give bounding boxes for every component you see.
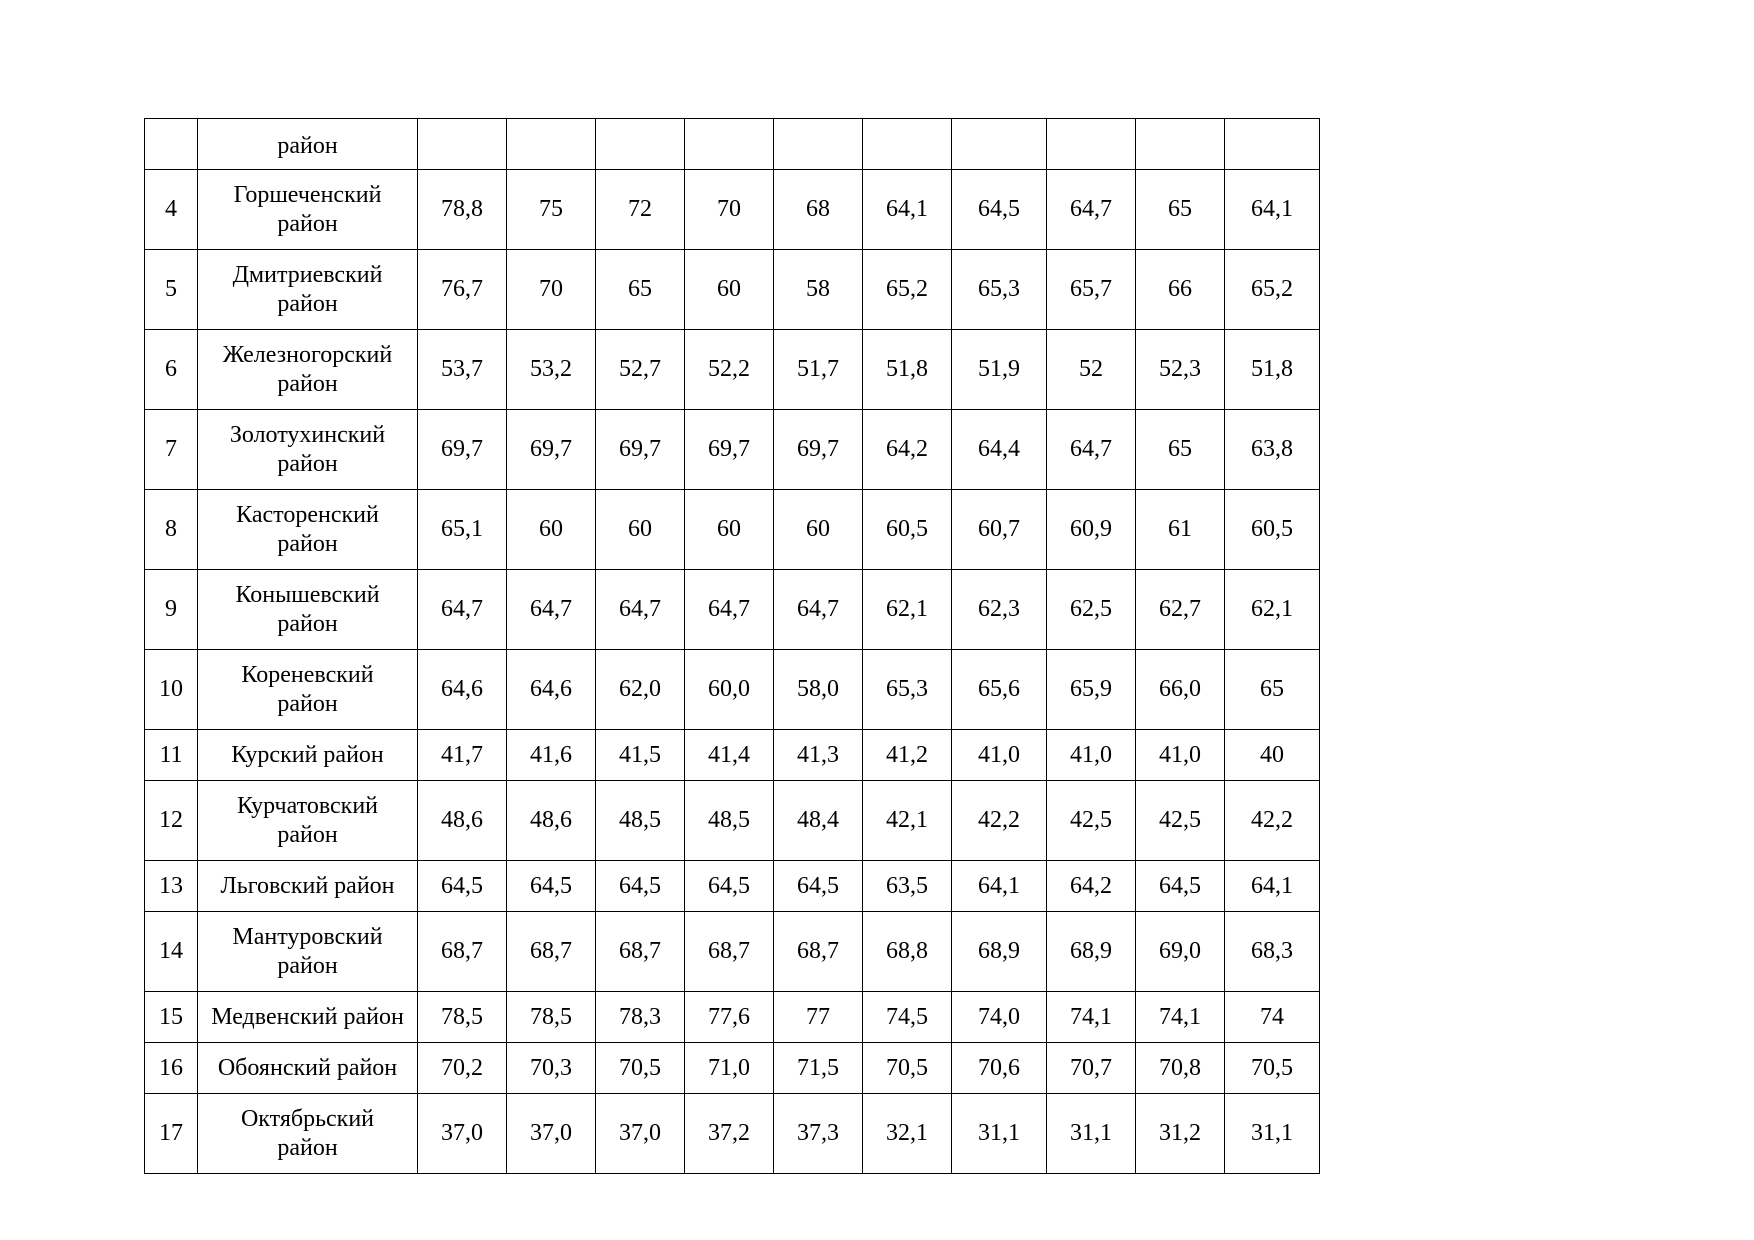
- value-cell: 64,5: [596, 861, 685, 912]
- district-name-cell: Курский район: [198, 730, 418, 781]
- value-cell: 68,9: [1047, 912, 1136, 992]
- value-cell: 68,7: [596, 912, 685, 992]
- row-number-cell: 8: [145, 490, 198, 570]
- value-cell: 42,1: [863, 781, 952, 861]
- row-number-cell: 7: [145, 410, 198, 490]
- value-cell: 70,5: [863, 1043, 952, 1094]
- value-cell: 37,2: [685, 1094, 774, 1174]
- value-cell: 64,5: [952, 170, 1047, 250]
- value-cell: 64,7: [596, 570, 685, 650]
- table-row: [145, 1043, 1320, 1094]
- value-cell: 64,7: [1047, 410, 1136, 490]
- district-name-cell: Октябрьский район: [198, 1094, 418, 1174]
- value-cell: 72: [596, 170, 685, 250]
- value-cell: 65,7: [1047, 250, 1136, 330]
- value-cell: 31,1: [1047, 1094, 1136, 1174]
- value-cell: 60,9: [1047, 490, 1136, 570]
- value-cell: 74,1: [1136, 992, 1225, 1043]
- value-cell: 77,6: [685, 992, 774, 1043]
- table-row: [145, 170, 1320, 250]
- value-cell: 64,7: [774, 570, 863, 650]
- value-cell: 69,7: [685, 410, 774, 490]
- value-cell: 66,0: [1136, 650, 1225, 730]
- row-number-cell: 12: [145, 781, 198, 861]
- value-cell: [507, 119, 596, 170]
- row-number-cell: 15: [145, 992, 198, 1043]
- district-name-cell: район: [198, 119, 418, 170]
- value-cell: 58,0: [774, 650, 863, 730]
- value-cell: 74,1: [1047, 992, 1136, 1043]
- value-cell: 61: [1136, 490, 1225, 570]
- value-cell: 53,7: [418, 330, 507, 410]
- value-cell: 64,7: [418, 570, 507, 650]
- value-cell: [952, 119, 1047, 170]
- row-number-cell: 5: [145, 250, 198, 330]
- table-row: [145, 570, 1320, 650]
- table-row: [145, 730, 1320, 781]
- value-cell: 48,6: [418, 781, 507, 861]
- value-cell: 62,3: [952, 570, 1047, 650]
- value-cell: 64,7: [507, 570, 596, 650]
- value-cell: 64,7: [685, 570, 774, 650]
- value-cell: 70,8: [1136, 1043, 1225, 1094]
- value-cell: 51,8: [1225, 330, 1320, 410]
- district-name-cell: Горшеченский район: [198, 170, 418, 250]
- value-cell: 68,7: [774, 912, 863, 992]
- value-cell: 69,7: [507, 410, 596, 490]
- value-cell: 78,3: [596, 992, 685, 1043]
- value-cell: [1225, 119, 1320, 170]
- value-cell: 65: [1136, 410, 1225, 490]
- value-cell: 41,2: [863, 730, 952, 781]
- value-cell: 68,7: [418, 912, 507, 992]
- value-cell: 42,2: [952, 781, 1047, 861]
- value-cell: 68: [774, 170, 863, 250]
- value-cell: [863, 119, 952, 170]
- value-cell: 64,2: [863, 410, 952, 490]
- value-cell: 74: [1225, 992, 1320, 1043]
- value-cell: 69,7: [596, 410, 685, 490]
- value-cell: 60,7: [952, 490, 1047, 570]
- value-cell: 65: [596, 250, 685, 330]
- row-number-cell: 13: [145, 861, 198, 912]
- value-cell: 68,3: [1225, 912, 1320, 992]
- row-number-cell: 9: [145, 570, 198, 650]
- value-cell: 37,0: [596, 1094, 685, 1174]
- value-cell: 70: [685, 170, 774, 250]
- row-number-cell: 11: [145, 730, 198, 781]
- district-name-cell: Обоянский район: [198, 1043, 418, 1094]
- table-row: [145, 861, 1320, 912]
- value-cell: 62,5: [1047, 570, 1136, 650]
- district-name-cell: Медвенский район: [198, 992, 418, 1043]
- table-row: [145, 250, 1320, 330]
- value-cell: 78,8: [418, 170, 507, 250]
- value-cell: 42,2: [1225, 781, 1320, 861]
- value-cell: 41,5: [596, 730, 685, 781]
- value-cell: 64,6: [418, 650, 507, 730]
- value-cell: 64,7: [1047, 170, 1136, 250]
- value-cell: 76,7: [418, 250, 507, 330]
- value-cell: 65,3: [952, 250, 1047, 330]
- value-cell: 52,7: [596, 330, 685, 410]
- value-cell: 65,3: [863, 650, 952, 730]
- value-cell: 63,5: [863, 861, 952, 912]
- value-cell: 64,5: [418, 861, 507, 912]
- district-name-cell: Касторенский район: [198, 490, 418, 570]
- value-cell: 69,7: [774, 410, 863, 490]
- value-cell: 62,1: [1225, 570, 1320, 650]
- row-number-cell: [145, 119, 198, 170]
- value-cell: 53,2: [507, 330, 596, 410]
- value-cell: 62,0: [596, 650, 685, 730]
- value-cell: 40: [1225, 730, 1320, 781]
- district-name-cell: Золотухинский район: [198, 410, 418, 490]
- district-name-cell: Конышевский район: [198, 570, 418, 650]
- value-cell: 71,0: [685, 1043, 774, 1094]
- value-cell: 70: [507, 250, 596, 330]
- value-cell: 74,0: [952, 992, 1047, 1043]
- district-data-table: [144, 118, 1320, 1174]
- value-cell: 65,2: [1225, 250, 1320, 330]
- value-cell: 70,5: [596, 1043, 685, 1094]
- row-number-cell: 10: [145, 650, 198, 730]
- value-cell: 48,6: [507, 781, 596, 861]
- value-cell: 70,2: [418, 1043, 507, 1094]
- value-cell: 48,4: [774, 781, 863, 861]
- table-row: [145, 650, 1320, 730]
- value-cell: 41,6: [507, 730, 596, 781]
- value-cell: 70,5: [1225, 1043, 1320, 1094]
- district-name-cell: Дмитриевский район: [198, 250, 418, 330]
- value-cell: 65: [1136, 170, 1225, 250]
- district-name-cell: Льговский район: [198, 861, 418, 912]
- value-cell: 68,8: [863, 912, 952, 992]
- value-cell: 62,7: [1136, 570, 1225, 650]
- value-cell: 63,8: [1225, 410, 1320, 490]
- table-row: [145, 781, 1320, 861]
- value-cell: 60: [596, 490, 685, 570]
- district-name-cell: Курчатовский район: [198, 781, 418, 861]
- value-cell: 65,6: [952, 650, 1047, 730]
- table-row: [145, 1094, 1320, 1174]
- value-cell: 68,9: [952, 912, 1047, 992]
- value-cell: [1047, 119, 1136, 170]
- value-cell: 60: [685, 490, 774, 570]
- value-cell: 31,1: [1225, 1094, 1320, 1174]
- value-cell: 64,1: [952, 861, 1047, 912]
- value-cell: [1136, 119, 1225, 170]
- value-cell: [685, 119, 774, 170]
- value-cell: 65,1: [418, 490, 507, 570]
- value-cell: 41,7: [418, 730, 507, 781]
- row-number-cell: 14: [145, 912, 198, 992]
- value-cell: 66: [1136, 250, 1225, 330]
- value-cell: 60,0: [685, 650, 774, 730]
- district-name-cell: Железногорский район: [198, 330, 418, 410]
- value-cell: 64,5: [774, 861, 863, 912]
- row-number-cell: 17: [145, 1094, 198, 1174]
- value-cell: 64,6: [507, 650, 596, 730]
- value-cell: 70,3: [507, 1043, 596, 1094]
- value-cell: 62,1: [863, 570, 952, 650]
- value-cell: 60,5: [863, 490, 952, 570]
- value-cell: 52,2: [685, 330, 774, 410]
- value-cell: 64,1: [863, 170, 952, 250]
- value-cell: 51,8: [863, 330, 952, 410]
- value-cell: 68,7: [507, 912, 596, 992]
- value-cell: 32,1: [863, 1094, 952, 1174]
- value-cell: 42,5: [1047, 781, 1136, 861]
- value-cell: 65: [1225, 650, 1320, 730]
- value-cell: 75: [507, 170, 596, 250]
- value-cell: 41,0: [1047, 730, 1136, 781]
- value-cell: 64,5: [507, 861, 596, 912]
- value-cell: 37,0: [418, 1094, 507, 1174]
- value-cell: 78,5: [418, 992, 507, 1043]
- value-cell: 60,5: [1225, 490, 1320, 570]
- value-cell: 64,2: [1047, 861, 1136, 912]
- table-row-continuation: [145, 119, 1320, 170]
- value-cell: 64,5: [685, 861, 774, 912]
- value-cell: 70,6: [952, 1043, 1047, 1094]
- value-cell: 64,4: [952, 410, 1047, 490]
- value-cell: 31,2: [1136, 1094, 1225, 1174]
- value-cell: 69,7: [418, 410, 507, 490]
- value-cell: 51,9: [952, 330, 1047, 410]
- district-name-cell: Кореневский район: [198, 650, 418, 730]
- value-cell: 51,7: [774, 330, 863, 410]
- value-cell: 58: [774, 250, 863, 330]
- row-number-cell: 4: [145, 170, 198, 250]
- value-cell: 74,5: [863, 992, 952, 1043]
- value-cell: 65,9: [1047, 650, 1136, 730]
- value-cell: 64,1: [1225, 861, 1320, 912]
- value-cell: 52,3: [1136, 330, 1225, 410]
- value-cell: 52: [1047, 330, 1136, 410]
- table-row: [145, 410, 1320, 490]
- value-cell: [596, 119, 685, 170]
- value-cell: 60: [685, 250, 774, 330]
- value-cell: 64,5: [1136, 861, 1225, 912]
- value-cell: 77: [774, 992, 863, 1043]
- value-cell: 70,7: [1047, 1043, 1136, 1094]
- table-row: [145, 330, 1320, 410]
- value-cell: 68,7: [685, 912, 774, 992]
- value-cell: 48,5: [596, 781, 685, 861]
- value-cell: 60: [507, 490, 596, 570]
- value-cell: 69,0: [1136, 912, 1225, 992]
- table-row: [145, 490, 1320, 570]
- value-cell: 48,5: [685, 781, 774, 861]
- table-row: [145, 912, 1320, 992]
- value-cell: 71,5: [774, 1043, 863, 1094]
- value-cell: 65,2: [863, 250, 952, 330]
- value-cell: 41,0: [952, 730, 1047, 781]
- table-row: [145, 992, 1320, 1043]
- value-cell: 64,1: [1225, 170, 1320, 250]
- value-cell: 37,3: [774, 1094, 863, 1174]
- value-cell: 60: [774, 490, 863, 570]
- value-cell: 78,5: [507, 992, 596, 1043]
- district-name-cell: Мантуровский район: [198, 912, 418, 992]
- value-cell: 41,4: [685, 730, 774, 781]
- value-cell: 37,0: [507, 1094, 596, 1174]
- value-cell: 31,1: [952, 1094, 1047, 1174]
- value-cell: 41,0: [1136, 730, 1225, 781]
- row-number-cell: 6: [145, 330, 198, 410]
- value-cell: 41,3: [774, 730, 863, 781]
- value-cell: 42,5: [1136, 781, 1225, 861]
- value-cell: [418, 119, 507, 170]
- row-number-cell: 16: [145, 1043, 198, 1094]
- value-cell: [774, 119, 863, 170]
